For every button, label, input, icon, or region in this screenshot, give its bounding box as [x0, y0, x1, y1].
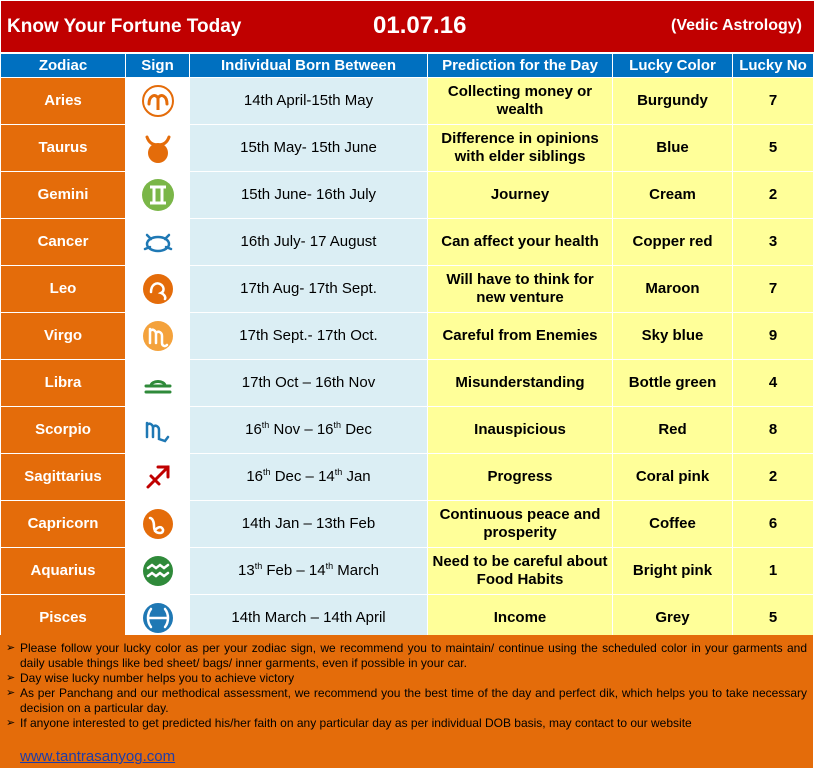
lucky-number: 7	[733, 78, 814, 125]
table-row	[1, 78, 814, 125]
lucky-color: Bottle green	[613, 360, 733, 407]
zodiac-name: Pisces	[1, 595, 126, 642]
lucky-number: 1	[733, 548, 814, 595]
zodiac-name: Gemini	[1, 172, 126, 219]
footer-note-text: Day wise lucky number helps you to achieve victory	[20, 671, 295, 685]
arrow-bullet-icon: ➢	[6, 642, 16, 654]
prediction: Need to be careful about Food Habits	[428, 548, 613, 595]
lucky-color: Sky blue	[613, 313, 733, 360]
born-between: 14th March – 14th April	[190, 595, 428, 642]
sign-cell	[126, 266, 190, 313]
born-between	[190, 407, 428, 454]
subtitle-label: (Vedic Astrology)	[671, 17, 802, 34]
column-header-lucky-color: Lucky Color	[613, 54, 733, 78]
arrow-bullet-icon: ➢	[6, 687, 16, 699]
date-text: Dec	[341, 421, 372, 438]
sign-cell	[126, 407, 190, 454]
sign-cell	[126, 360, 190, 407]
prediction: Progress	[428, 454, 613, 501]
footer-note-text: If anyone interested to get predicted his/her faith on any particular day as per individual DOB basis, may contact to our website	[20, 716, 692, 730]
zodiac-name: Cancer	[1, 219, 126, 266]
arrow-bullet-icon: ➢	[6, 717, 16, 729]
date-text: Jan	[342, 468, 371, 485]
arrow-bullet-icon: ➢	[6, 672, 16, 684]
column-header-lucky-number: Lucky No	[733, 54, 814, 78]
table-header-row	[1, 54, 814, 78]
sagittarius-icon	[139, 458, 177, 496]
lucky-color: Bright pink	[613, 548, 733, 595]
table-row	[1, 219, 814, 266]
prediction: Collecting money or wealth	[428, 78, 613, 125]
virgo-icon	[139, 317, 177, 355]
prediction: Misunderstanding	[428, 360, 613, 407]
pisces-icon	[139, 599, 177, 637]
lucky-number: 2	[733, 172, 814, 219]
born-between: 16th July- 17 August	[190, 219, 428, 266]
leo-icon	[139, 270, 177, 308]
prediction: Will have to think for new venture	[428, 266, 613, 313]
born-between: 17th Aug- 17th Sept.	[190, 266, 428, 313]
sign-cell	[126, 219, 190, 266]
born-between	[190, 548, 428, 595]
lucky-number: 8	[733, 407, 814, 454]
footer-note	[6, 686, 807, 716]
prediction: Difference in opinions with elder siblings	[428, 125, 613, 172]
title-bar	[0, 0, 815, 53]
capricorn-icon	[139, 505, 177, 543]
gemini-icon	[139, 176, 177, 214]
prediction: Inauspicious	[428, 407, 613, 454]
table-row	[1, 454, 814, 501]
lucky-number: 3	[733, 219, 814, 266]
table-row	[1, 501, 814, 548]
lucky-color: Cream	[613, 172, 733, 219]
date-text: March	[333, 562, 379, 579]
zodiac-name: Aquarius	[1, 548, 126, 595]
zodiac-name: Capricorn	[1, 501, 126, 548]
lucky-number: 7	[733, 266, 814, 313]
sign-cell	[126, 548, 190, 595]
date-text: Nov – 16	[269, 421, 334, 438]
cancer-icon	[139, 223, 177, 261]
column-header-zodiac: Zodiac	[1, 54, 126, 78]
table-row	[1, 313, 814, 360]
ordinal-suffix: th	[333, 420, 342, 430]
lucky-number: 5	[733, 125, 814, 172]
zodiac-name: Sagittarius	[1, 454, 126, 501]
lucky-color: Grey	[613, 595, 733, 642]
sign-cell	[126, 78, 190, 125]
born-between	[190, 454, 428, 501]
page-title: Know Your Fortune Today	[7, 16, 242, 37]
prediction: Continuous peace and prosperity	[428, 501, 613, 548]
prediction: Income	[428, 595, 613, 642]
date-text: 16	[246, 468, 264, 485]
lucky-number: 2	[733, 454, 814, 501]
ordinal-suffix: th	[263, 467, 271, 477]
footer-note-text: Please follow your lucky color as per your zodiac sign, we recommend you to maintain/ continue using the scheduled color in your garments and daily usable things like bed sheet/ bags/ inner garments, even if possible in your car.	[20, 641, 807, 670]
ordinal-suffix: th	[254, 561, 263, 571]
sign-cell	[126, 454, 190, 501]
born-between: 15th May- 15th June	[190, 125, 428, 172]
ordinal-suffix: th	[325, 561, 334, 571]
date-text: 13	[238, 562, 255, 579]
zodiac-name: Virgo	[1, 313, 126, 360]
date-text: 16	[245, 421, 262, 438]
sign-cell	[126, 313, 190, 360]
taurus-icon	[139, 129, 177, 167]
lucky-number: 5	[733, 595, 814, 642]
lucky-color: Coral pink	[613, 454, 733, 501]
footer-note-text: As per Panchang and our methodical assessment, we recommend you the best time of the day and perfect dik, which helps you to take necessary decision on a particular day.	[20, 686, 807, 715]
table-row	[1, 172, 814, 219]
lucky-color: Burgundy	[613, 78, 733, 125]
footer-notes	[0, 635, 813, 768]
table-row	[1, 125, 814, 172]
lucky-color: Maroon	[613, 266, 733, 313]
libra-icon	[139, 364, 177, 402]
date-text: Feb – 14	[262, 562, 326, 579]
zodiac-name: Libra	[1, 360, 126, 407]
footer-note	[6, 716, 807, 731]
table-row	[1, 266, 814, 313]
born-between: 17th Sept.- 17th Oct.	[190, 313, 428, 360]
ordinal-suffix: th	[334, 467, 343, 477]
footer-note	[6, 641, 807, 671]
column-header-born: Individual Born Between	[190, 54, 428, 78]
sign-cell	[126, 172, 190, 219]
column-header-prediction: Prediction for the Day	[428, 54, 613, 78]
zodiac-name: Scorpio	[1, 407, 126, 454]
lucky-color: Copper red	[613, 219, 733, 266]
lucky-number: 9	[733, 313, 814, 360]
born-between: 15th June- 16th July	[190, 172, 428, 219]
born-between: 17th Oct – 16th Nov	[190, 360, 428, 407]
aquarius-icon	[139, 552, 177, 590]
table-row	[1, 360, 814, 407]
lucky-number: 4	[733, 360, 814, 407]
sign-cell	[126, 501, 190, 548]
prediction: Journey	[428, 172, 613, 219]
footer-note	[6, 671, 807, 686]
lucky-color: Coffee	[613, 501, 733, 548]
lucky-color: Red	[613, 407, 733, 454]
table-row	[1, 407, 814, 454]
date-text: Dec – 14	[270, 468, 335, 485]
ordinal-suffix: th	[261, 420, 270, 430]
table-row	[1, 548, 814, 595]
born-between: 14th Jan – 13th Feb	[190, 501, 428, 548]
zodiac-table	[0, 53, 814, 642]
prediction: Careful from Enemies	[428, 313, 613, 360]
lucky-color: Blue	[613, 125, 733, 172]
born-between: 14th April-15th May	[190, 78, 428, 125]
prediction: Can affect your health	[428, 219, 613, 266]
date-label: 01.07.16	[373, 12, 467, 39]
aries-icon	[139, 82, 177, 120]
lucky-number: 6	[733, 501, 814, 548]
zodiac-name: Aries	[1, 78, 126, 125]
zodiac-name: Leo	[1, 266, 126, 313]
sign-cell	[126, 125, 190, 172]
scorpio-icon	[139, 411, 177, 449]
column-header-sign: Sign	[126, 54, 190, 78]
website-link[interactable]: www.tantrasanyog.com	[20, 748, 176, 765]
zodiac-name: Taurus	[1, 125, 126, 172]
